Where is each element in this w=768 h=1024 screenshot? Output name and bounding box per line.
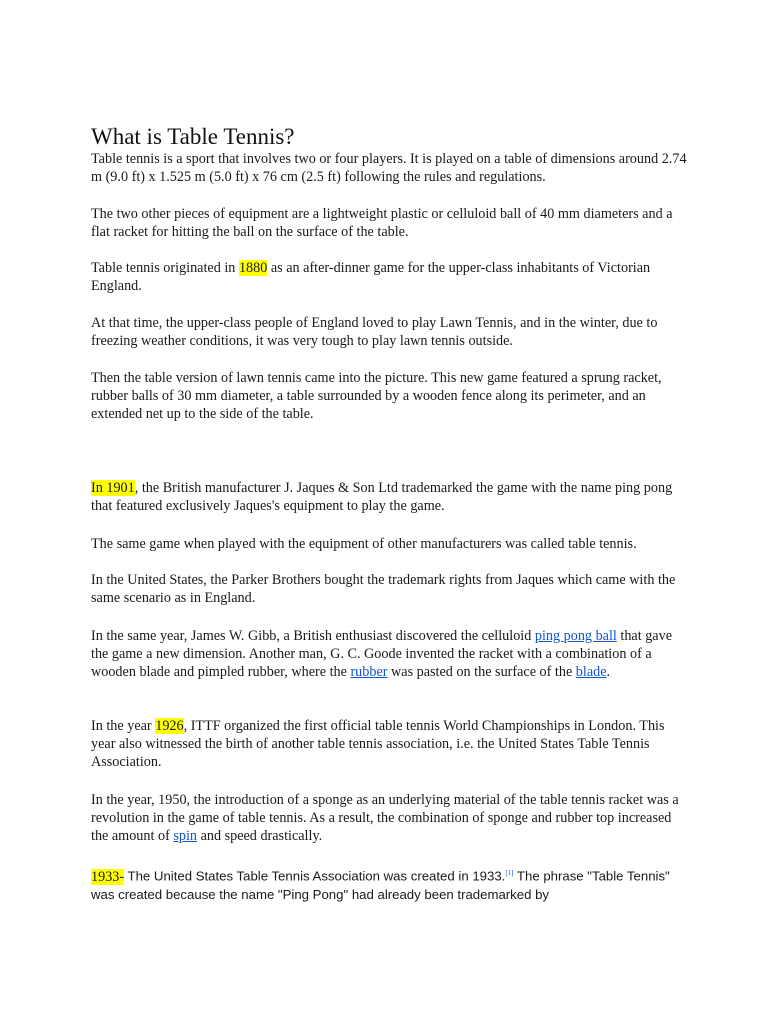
paragraph-other-manufacturers: The same game when played with the equipment of other manufacturers was called table tennis. bbox=[91, 536, 637, 552]
text-segment: The phrase "Table Tennis" was created because the name "Ping Pong" had already been trademarked by bbox=[91, 868, 670, 902]
footnote-reference[interactable]: [1] bbox=[505, 869, 514, 877]
highlight-in-1901: In 1901 bbox=[91, 480, 135, 496]
link-rubber[interactable]: rubber bbox=[350, 664, 388, 681]
link-ping-pong-ball[interactable]: ping pong ball bbox=[534, 628, 617, 644]
text-segment: The United States Table Tennis Association was created in 1933. bbox=[124, 868, 506, 884]
text-segment: and speed drastically. bbox=[197, 828, 323, 845]
paragraph-1926 bbox=[91, 717, 691, 772]
link-spin[interactable]: spin bbox=[173, 828, 198, 845]
highlight-1933: 1933- bbox=[91, 868, 125, 885]
text-segment: as an after-dinner game for the upper-class inhabitants of Victorian England. bbox=[91, 260, 651, 295]
text-segment: that gave the game a new dimension. Another man, G. C. Goode invented the racket with a combination of a wooden blade and pimpled rubber, where the bbox=[91, 628, 672, 681]
highlight-year-1926: 1926 bbox=[155, 718, 184, 734]
text-segment: , the British manufacturer J. Jaques & Son Ltd trademarked the game with the name ping pong that featured exclusively Jaques's equipment to play the game. bbox=[91, 480, 673, 515]
paragraph-origin bbox=[91, 259, 691, 295]
paragraph-equipment: The two other pieces of equipment are a lightweight plastic or celluloid ball of 40 mm diameters and a flat racket for hitting the ball on the surface of the table. bbox=[91, 206, 673, 241]
paragraph-table-version: Then the table version of lawn tennis came into the picture. This new game featured a sprung racket, rubber balls of 30 mm diameter, a table surrounded by a wooden fence along its perimeter, and an extended net up to the side of the table. bbox=[91, 370, 662, 423]
text-segment: . bbox=[606, 664, 611, 681]
highlight-year-1880: 1880 bbox=[238, 260, 268, 276]
text-segment: , ITTF organized the first official table tennis World Championships in London. This year also witnessed the birth of another table tennis association, i.e. the United States Table Tennis Association. bbox=[91, 718, 665, 771]
paragraph-sponge-1950 bbox=[91, 791, 691, 846]
text-segment: was pasted on the surface of the bbox=[387, 664, 576, 681]
text-segment: In the year, 1950, the introduction of a sponge as an underlying material of the table tennis racket was a revolution in the game of table tennis. As a result, the combination of sponge and rubber top increased the amount of bbox=[91, 792, 679, 845]
text-segment: In the year bbox=[91, 718, 156, 734]
paragraph-intro: Table tennis is a sport that involves two or four players. It is played on a table of dimensions around 2.74 m (9.0 ft) x 1.525 m (5.0 ft) x 76 cm (2.5 ft) following the rules and regulations. bbox=[91, 151, 687, 186]
paragraph-parker-brothers: In the United States, the Parker Brothers bought the trademark rights from Jaques which came with the same scenario as in England. bbox=[91, 572, 676, 607]
paragraph-lawn-tennis: At that time, the upper-class people of England loved to play Lawn Tennis, and in the winter, due to freezing weather conditions, it was very tough to play lawn tennis outside. bbox=[91, 315, 658, 350]
page-title: What is Table Tennis? bbox=[91, 124, 295, 149]
paragraph-1901 bbox=[91, 479, 691, 515]
text-segment: In the same year, James W. Gibb, a British enthusiast discovered the celluloid bbox=[91, 628, 535, 644]
paragraph-1933 bbox=[91, 864, 691, 904]
text-segment: Table tennis originated in bbox=[91, 260, 239, 276]
paragraph-gibb-goode bbox=[91, 627, 691, 682]
link-blade[interactable]: blade bbox=[575, 664, 607, 681]
